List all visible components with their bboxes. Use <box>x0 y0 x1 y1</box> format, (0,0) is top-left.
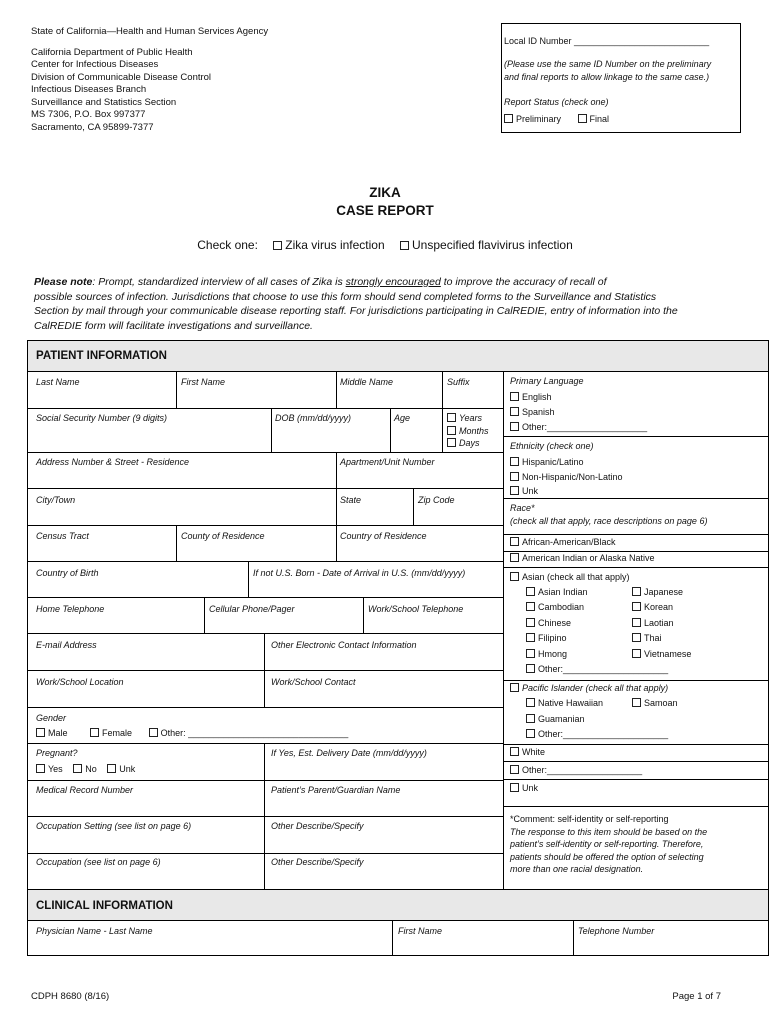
gender-other-checkbox[interactable] <box>149 728 158 737</box>
final-label: Final <box>589 114 610 124</box>
agency-address2: Sacramento, CA 95899-7377 <box>31 121 154 133</box>
native-hawaiian-checkbox[interactable] <box>526 698 535 707</box>
census-tract-field[interactable]: Census Tract <box>36 531 89 541</box>
male-checkbox[interactable] <box>36 728 45 737</box>
vietnamese-label: Vietnamese <box>644 649 692 659</box>
chinese-checkbox[interactable] <box>526 618 535 627</box>
comment-line1: *Comment: self-identity or self-reporting <box>510 814 669 824</box>
language-other-checkbox[interactable] <box>510 422 519 431</box>
case-report-form <box>27 340 769 956</box>
email-field[interactable]: E-mail Address <box>36 640 97 650</box>
agency-division: Division of Communicable Disease Control <box>31 71 212 83</box>
filipino-label: Filipino <box>538 633 567 643</box>
years-label: Years <box>459 413 483 423</box>
report-status-options <box>504 114 609 124</box>
cambodian-checkbox[interactable] <box>526 602 535 611</box>
agency-section: Surveillance and Statistics Section <box>31 96 177 108</box>
age-field[interactable]: Age <box>394 413 411 423</box>
filipino-checkbox[interactable] <box>526 633 535 642</box>
asian-checkbox[interactable] <box>510 572 519 581</box>
vietnamese-checkbox[interactable] <box>632 649 641 658</box>
guardian-name-field[interactable]: Patient’s Parent/Guardian Name <box>271 785 401 795</box>
note-line2: possible sources of infection. Jurisdictions that choose to use this form should send completed forms to the Surveillance and Statistics <box>34 290 657 303</box>
pregnant-no-label: No <box>85 764 97 774</box>
asian-other-label[interactable]: Other:_____________________ <box>538 664 669 674</box>
spanish-checkbox[interactable] <box>510 407 519 416</box>
ethnicity-label: Ethnicity (check one) <box>510 441 594 451</box>
zika-checkbox[interactable] <box>273 241 282 250</box>
flavivirus-checkbox[interactable] <box>400 241 409 250</box>
physician-telephone-field[interactable]: Telephone Number <box>578 926 655 936</box>
race-other-checkbox[interactable] <box>510 765 519 774</box>
agency-branch: Infectious Diseases Branch <box>31 84 147 95</box>
local-id-box <box>501 23 741 133</box>
occupation-setting-field[interactable]: Occupation Setting (see list on page 6) <box>36 821 192 831</box>
form-number: CDPH 8680 (8/16) <box>31 991 110 1002</box>
id-note-line2: and final reports to allow linkage to the same case.) <box>504 72 710 82</box>
agency-address1: MS 7306, P.O. Box 997377 <box>31 109 146 120</box>
country-birth-field[interactable]: Country of Birth <box>36 568 99 578</box>
race-unk-label: Unk <box>522 783 539 793</box>
note-part1: : Prompt, standardized interview of all cases of Zika is <box>92 276 346 288</box>
check-one-label: Check one: <box>197 238 258 252</box>
zika-label: Zika virus infection <box>285 238 385 252</box>
hispanic-label: Hispanic/Latino <box>522 457 584 467</box>
note-bold: Please note <box>34 276 93 288</box>
ethnicity-unk-label: Unk <box>522 486 539 496</box>
pregnant-unk-checkbox[interactable] <box>107 764 116 773</box>
page-number: Page 1 of 7 <box>672 991 721 1002</box>
comment-line4: patients should be offered the option of selecting <box>510 852 704 862</box>
preliminary-checkbox[interactable] <box>504 114 513 123</box>
white-checkbox[interactable] <box>510 747 519 756</box>
race-label: Race* <box>510 503 535 513</box>
state-field[interactable]: State <box>340 495 362 505</box>
id-note-line1: (Please use the same ID Number on the preliminary <box>504 59 712 69</box>
clinical-info-header: CLINICAL INFORMATION <box>28 889 768 921</box>
guamanian-label: Guamanian <box>538 714 585 724</box>
hmong-label: Hmong <box>538 649 568 659</box>
days-checkbox[interactable] <box>447 438 456 447</box>
female-checkbox[interactable] <box>90 728 99 737</box>
non-hispanic-label: Non-Hispanic/Non-Latino <box>522 472 623 482</box>
laotian-checkbox[interactable] <box>632 618 641 627</box>
flavivirus-label: Unspecified flavivirus infection <box>412 238 573 252</box>
white-label: White <box>522 747 546 757</box>
language-other-label[interactable]: Other:____________________ <box>522 422 648 432</box>
dob-field[interactable]: DOB (mm/dd/yyyy) <box>275 413 352 423</box>
agency-state: State of California—Health and Human Services Agency <box>31 26 269 37</box>
asian-indian-label: Asian Indian <box>538 587 588 597</box>
pregnant-no-checkbox[interactable] <box>73 764 82 773</box>
female-label: Female <box>102 728 133 738</box>
pacific-other-checkbox[interactable] <box>526 729 535 738</box>
physician-last-name-field[interactable]: Physician Name - Last Name <box>36 926 153 936</box>
patient-info-header: PATIENT INFORMATION <box>28 341 768 372</box>
american-indian-checkbox[interactable] <box>510 553 519 562</box>
form-title: ZIKA <box>369 185 401 200</box>
other-contact-field[interactable]: Other Electronic Contact Information <box>271 640 417 650</box>
korean-checkbox[interactable] <box>632 602 641 611</box>
non-hispanic-checkbox[interactable] <box>510 472 519 481</box>
agency-center: Center for Infectious Diseases <box>31 59 159 70</box>
form-subtitle: CASE REPORT <box>336 203 434 218</box>
african-american-label: African-American/Black <box>522 537 616 547</box>
delivery-date-field[interactable]: If Yes, Est. Delivery Date (mm/dd/yyyy) <box>271 748 427 758</box>
physician-first-name-field[interactable]: First Name <box>398 926 443 936</box>
comment-line2: The response to this item should be based on the <box>510 827 708 837</box>
zip-field[interactable]: Zip Code <box>418 495 455 505</box>
final-checkbox[interactable] <box>578 114 587 123</box>
months-label: Months <box>459 426 489 436</box>
address-field[interactable]: Address Number & Street - Residence <box>36 457 190 467</box>
medical-record-field[interactable]: Medical Record Number <box>36 785 134 795</box>
years-checkbox[interactable] <box>447 413 456 422</box>
apartment-field[interactable]: Apartment/Unit Number <box>340 457 435 467</box>
race-note: (check all that apply, race descriptions on page 6) <box>510 516 708 526</box>
country-residence-field[interactable]: Country of Residence <box>340 531 427 541</box>
city-field[interactable]: City/Town <box>36 495 76 505</box>
suffix-field[interactable]: Suffix <box>447 377 470 387</box>
ssn-field[interactable]: Social Security Number (9 digits) <box>36 413 168 423</box>
thai-label: Thai <box>644 633 662 643</box>
gender-other-label[interactable]: Other: ________________________________ <box>160 728 349 738</box>
samoan-label: Samoan <box>644 698 678 708</box>
cambodian-label: Cambodian <box>538 602 585 612</box>
chinese-label: Chinese <box>538 618 572 628</box>
native-hawaiian-label: Native Hawaiian <box>538 698 604 708</box>
cellular-field[interactable]: Cellular Phone/Pager <box>209 604 295 614</box>
check-one-row <box>0 238 770 252</box>
race-unk-checkbox[interactable] <box>510 783 519 792</box>
pregnant-yes-label: Yes <box>48 764 63 774</box>
occupation-setting-other-field[interactable]: Other Describe/Specify <box>271 821 364 831</box>
male-label: Male <box>48 728 68 738</box>
hmong-checkbox[interactable] <box>526 649 535 658</box>
county-residence-field[interactable]: County of Residence <box>181 531 265 541</box>
agency-department: California Department of Public Health <box>31 46 193 58</box>
guamanian-checkbox[interactable] <box>526 714 535 723</box>
preliminary-label: Preliminary <box>516 114 562 124</box>
korean-label: Korean <box>644 602 674 612</box>
japanese-checkbox[interactable] <box>632 587 641 596</box>
asian-other-checkbox[interactable] <box>526 664 535 673</box>
occupation-other-field[interactable]: Other Describe/Specify <box>271 857 364 867</box>
comment-line5: more than one racial designation. <box>510 864 644 874</box>
months-checkbox[interactable] <box>447 426 456 435</box>
japanese-label: Japanese <box>644 587 684 597</box>
arrival-date-field[interactable]: If not U.S. Born - Date of Arrival in U.S. (mm/dd/yyyy) <box>253 568 466 578</box>
note-line4: CalREDIE form will facilitate investigations and surveillance. <box>34 319 313 332</box>
samoan-checkbox[interactable] <box>632 698 641 707</box>
comment-line3: patient’s self-identity or self-reporting. Therefore, <box>510 839 704 849</box>
days-label: Days <box>459 438 480 448</box>
note-line3: Section by mail through your communicable disease reporting staff. For jurisdictions participating in CalREDIE, entry of information into the <box>34 305 678 317</box>
work-location-field[interactable]: Work/School Location <box>36 677 124 687</box>
middle-name-field[interactable]: Middle Name <box>340 377 394 387</box>
pregnant-label: Pregnant? <box>36 748 78 758</box>
ethnicity-unk-checkbox[interactable] <box>510 486 519 495</box>
race-other-label[interactable]: Other:___________________ <box>522 765 643 775</box>
pacific-islander-label: Pacific Islander (check all that apply) <box>522 683 669 693</box>
local-id-field[interactable]: Local ID Number ___________________________ <box>504 36 710 46</box>
asian-indian-checkbox[interactable] <box>526 587 535 596</box>
asian-label: Asian (check all that apply) <box>522 572 630 582</box>
english-label: English <box>522 392 552 402</box>
report-status-label: Report Status (check one) <box>504 97 609 107</box>
work-telephone-field[interactable]: Work/School Telephone <box>368 604 464 614</box>
last-name-field[interactable]: Last Name <box>36 377 80 387</box>
english-checkbox[interactable] <box>510 392 519 401</box>
pacific-other-label[interactable]: Other:_____________________ <box>538 729 669 739</box>
gender-label: Gender <box>36 713 67 723</box>
occupation-field[interactable]: Occupation (see list on page 6) <box>36 857 161 867</box>
note-underlined: strongly encouraged <box>345 276 441 288</box>
first-name-field[interactable]: First Name <box>181 377 226 387</box>
african-american-checkbox[interactable] <box>510 537 519 546</box>
thai-checkbox[interactable] <box>632 633 641 642</box>
primary-language-label: Primary Language <box>510 376 584 386</box>
note-part2: to improve the accuracy of recall of <box>440 276 607 288</box>
work-contact-field[interactable]: Work/School Contact <box>271 677 356 687</box>
hispanic-checkbox[interactable] <box>510 457 519 466</box>
pacific-islander-checkbox[interactable] <box>510 683 519 692</box>
pregnant-unk-label: Unk <box>119 764 136 774</box>
spanish-label: Spanish <box>522 407 555 417</box>
american-indian-label: American Indian or Alaska Native <box>522 553 655 563</box>
agency-block <box>31 26 268 134</box>
laotian-label: Laotian <box>644 618 674 628</box>
home-telephone-field[interactable]: Home Telephone <box>36 604 105 614</box>
pregnant-yes-checkbox[interactable] <box>36 764 45 773</box>
please-note <box>34 275 744 333</box>
